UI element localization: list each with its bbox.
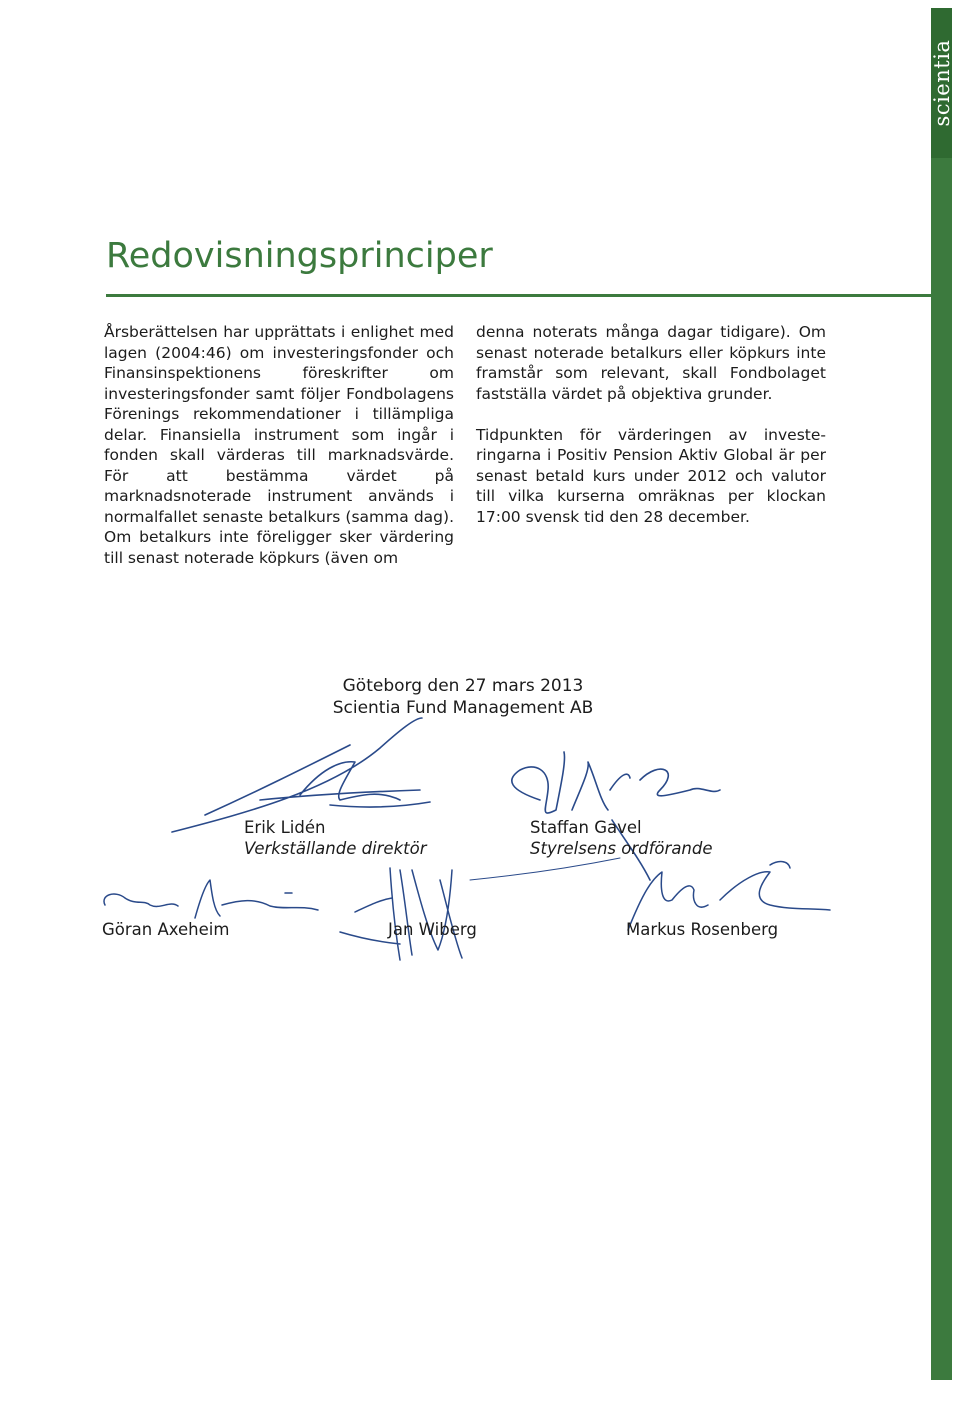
signatory-name: Göran Axeheim: [102, 920, 230, 939]
body-column-left: [104, 322, 454, 589]
brand-name: scientia: [929, 39, 954, 127]
page-title: Redovisningsprinciper: [106, 236, 493, 276]
signoff-place-date: Göteborg den 27 mars 2013: [342, 676, 584, 696]
body-column-right: [476, 322, 826, 548]
signature-erik-liden-icon: [172, 718, 430, 832]
signature-goran-axeheim-icon: [104, 880, 318, 918]
brand-sidebar-bar: [931, 8, 952, 1380]
title-divider: [106, 294, 931, 297]
signatory-name: Jan Wiberg: [388, 920, 477, 939]
signatory-role: Styrelsens ordförande: [530, 839, 713, 858]
body-paragraph: Tidpunkten för värderingen av investeringarna i Positiv Pension Aktiv Global är per senast betald kurs under 2012 och valutor till vilka kurserna omräknas per klockan 17:00 svensk tid den 28 december.: [476, 425, 826, 526]
signatory-name: Markus Rosenberg: [626, 920, 779, 939]
body-paragraph: denna noterats många dagar tidigare). Om senast noterade betalkurs eller köpkurs inte framstår som relevant, skall Fondbolaget fastställa värdet på objektiva grunder.: [476, 323, 826, 403]
signatory-role: Verkställande direktör: [244, 839, 427, 858]
signatory-name: Erik Lidén: [244, 818, 326, 837]
signatory-name: Staffan Gavel: [530, 818, 642, 837]
signature-staffan-gavel-icon: [512, 752, 720, 880]
brand-logo: [931, 8, 952, 158]
body-paragraph: Årsberättelsen har upprättats i enlighet med lagen (2004:46) om investeringsfonder och Finansinspektionens föreskrifter om investeringsfonder samt följer Fondbolagens Förenings rekommendationer i tillämpliga delar. Finansiella instrument som ingår i fonden skall värderas till marknadsvärde. För att bestämma värdet på marknadsnoterade instrument används i normalfallet senaste betalkurs (samma dag). Om betalkurs inte föreligger sker värdering till senast noterade köpkurs (även om: [104, 323, 454, 567]
signature-jan-wiberg-icon: [340, 868, 462, 960]
signoff-company: Scientia Fund Management AB: [332, 698, 594, 718]
